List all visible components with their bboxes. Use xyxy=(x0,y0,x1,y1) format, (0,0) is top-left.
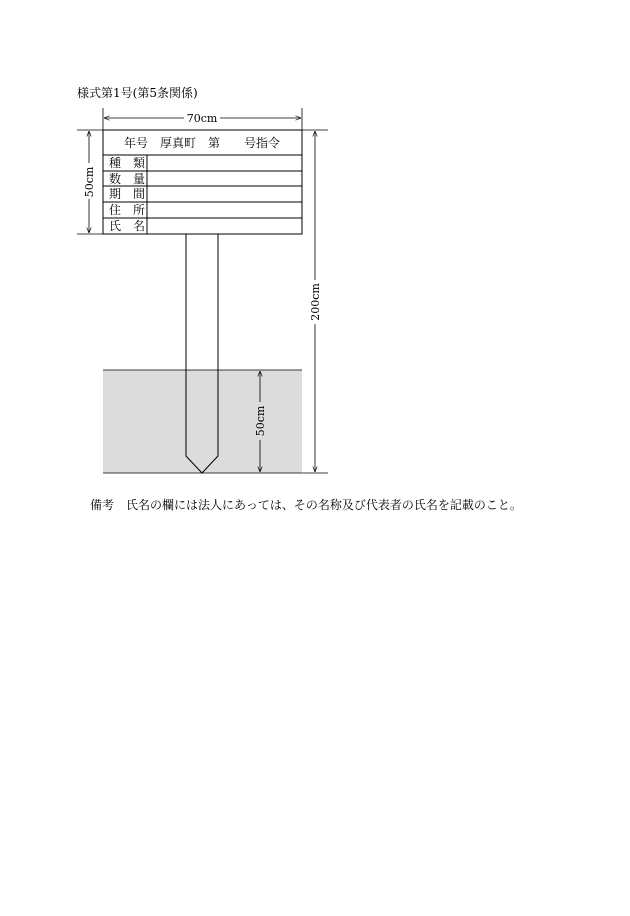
buried-depth-label: 50cm xyxy=(254,405,267,437)
sign-header-text: 年号 厚真町 第 号指令 xyxy=(123,136,281,150)
ground-area xyxy=(103,370,302,473)
form-title: 様式第1号(第5条関係) xyxy=(77,86,198,100)
sign-row-label: 数 量 xyxy=(109,172,146,186)
sign-row-label: 種 類 xyxy=(109,156,146,170)
remarks-note xyxy=(90,496,522,513)
remarks-label: 備考 xyxy=(90,498,115,512)
sign-row-label: 期 間 xyxy=(109,187,146,201)
remarks-text: 氏名の欄には法人にあっては、その名称及び代表者の氏名を記載のこと。 xyxy=(126,498,522,512)
sign-row-label: 氏 名 xyxy=(109,219,146,233)
sign-row-label: 住 所 xyxy=(109,203,146,217)
board-height-label: 50cm xyxy=(83,166,96,198)
total-height-label: 200cm xyxy=(309,283,322,321)
width-label: 70cm xyxy=(186,112,218,125)
